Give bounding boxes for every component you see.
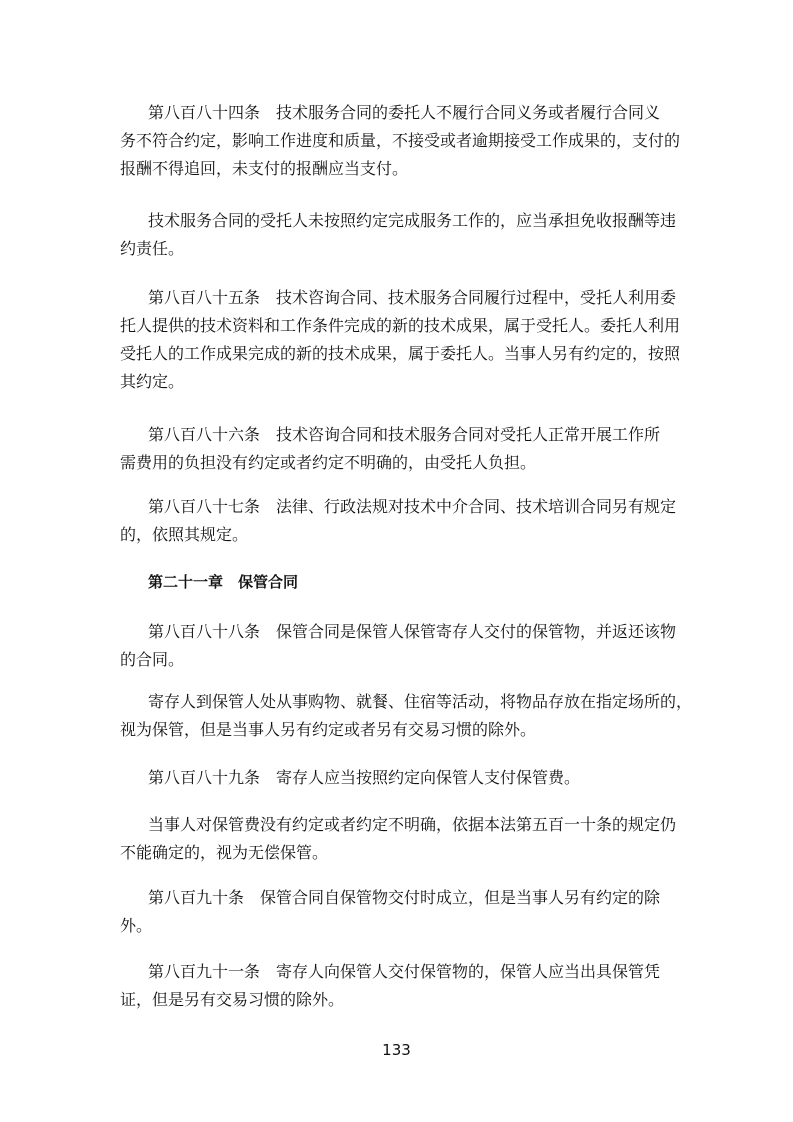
text-line: 第八百八十七条 法律、行政法规对技术中介合同、技术培训合同另有规定	[148, 497, 677, 516]
text-line: 其约定。	[120, 372, 185, 391]
text-line: 第八百八十五条 技术咨询合同、技术服务合同履行过程中，受托人利用委	[148, 288, 677, 307]
text-line: 托人提供的技术资料和工作条件完成的新的技术成果，属于受托人。委托人利用	[120, 316, 681, 335]
article-886-paragraph	[120, 421, 676, 477]
text-line: 报酬不得追回，未支付的报酬应当支付。	[120, 159, 409, 178]
article-887-paragraph	[120, 493, 676, 549]
article-888-paragraph	[120, 618, 676, 674]
page-number: 133	[382, 1041, 411, 1059]
text-line: 务不符合约定，影响工作进度和质量，不接受或者逾期接受工作成果的，支付的	[120, 131, 681, 150]
text-line: 不能确定的，视为无偿保管。	[120, 843, 329, 862]
text-line: 受托人的工作成果完成的新的技术成果，属于委托人。当事人另有约定的，按照	[120, 344, 681, 363]
text-line: 第八百八十九条 寄存人应当按照约定向保管人支付保管费。	[148, 768, 581, 787]
article-885-paragraph	[120, 284, 681, 396]
article-884-paragraph	[120, 99, 681, 183]
article-889-paragraph	[120, 764, 676, 792]
text-line: 约责任。	[120, 239, 185, 258]
text-line: 第八百八十八条 保管合同是保管人保管寄存人交付的保管物，并返还该物	[148, 622, 677, 641]
text-line: 技术服务合同的受托人未按照约定完成服务工作的，应当承担免收报酬等违	[148, 211, 677, 230]
article-889-second-paragraph	[120, 811, 676, 867]
text-line: 寄存人到保管人处从事购物、就餐、住宿等活动，将物品存放在指定场所的，	[148, 692, 693, 711]
text-line: 的合同。	[120, 650, 185, 669]
text-line: 第八百九十条 保管合同自保管物交付时成立，但是当事人另有约定的除	[148, 888, 661, 907]
text-line: 第八百八十六条 技术咨询合同和技术服务合同对受托人正常开展工作所	[148, 425, 661, 444]
text-line: 第八百九十一条 寄存人向保管人交付保管物的，保管人应当出具保管凭	[148, 962, 661, 981]
text-line: 当事人对保管费没有约定或者约定不明确，依据本法第五百一十条的规定仍	[148, 815, 677, 834]
text-line: 外。	[120, 916, 153, 935]
article-891-paragraph	[120, 958, 676, 1014]
text-line: 证，但是另有交易习惯的除外。	[120, 990, 345, 1009]
article-888-second-paragraph	[120, 688, 693, 744]
text-line: 第八百八十四条 技术服务合同的委托人不履行合同义务或者履行合同义	[148, 103, 661, 122]
chapter-title: 第二十一章 保管合同	[148, 573, 299, 591]
text-line: 视为保管，但是当事人另有约定或者另有交易习惯的除外。	[120, 720, 537, 739]
chapter-21-heading	[120, 568, 676, 596]
article-884-second-paragraph	[120, 207, 676, 263]
text-line: 需费用的负担没有约定或者约定不明确的，由受托人负担。	[120, 453, 537, 472]
text-line: 的，依照其规定。	[120, 525, 249, 544]
article-890-paragraph	[120, 884, 676, 940]
